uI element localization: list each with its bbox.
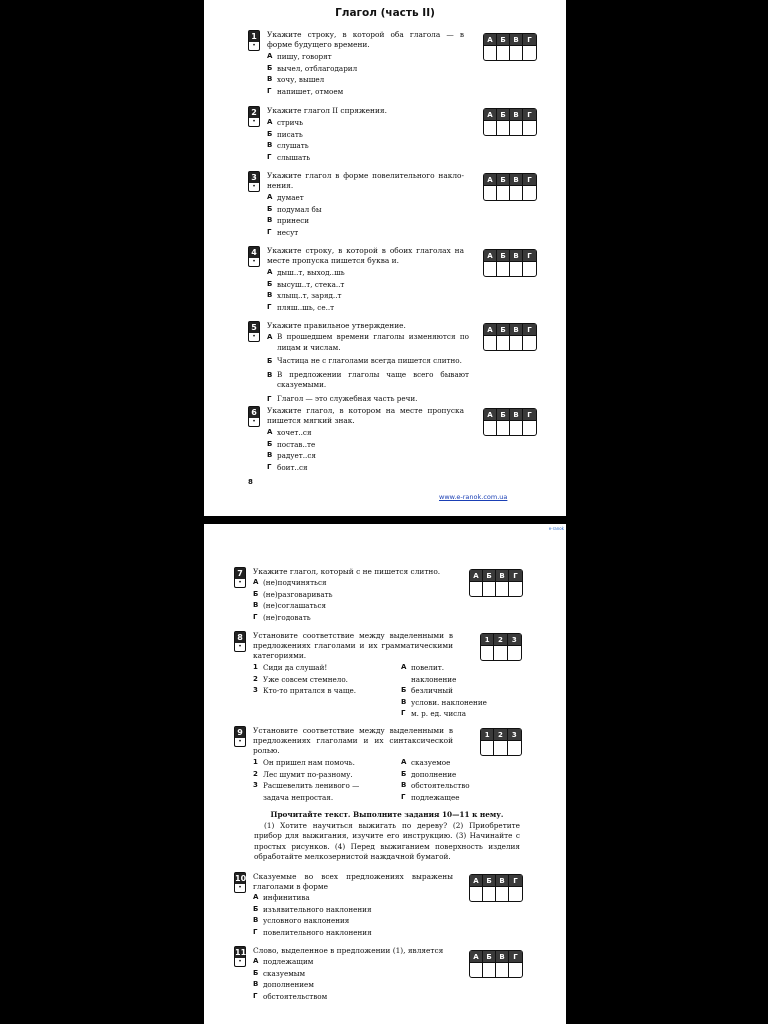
answer-grid[interactable]: А Б В Г xyxy=(483,108,537,136)
answer-cell-3[interactable] xyxy=(508,741,521,755)
difficulty-dot-icon: • xyxy=(238,958,242,965)
answer-grid[interactable]: 1 2 3 xyxy=(480,633,522,661)
question-text: Укажите глагол, который с не пишется слитно. xyxy=(253,567,441,576)
option-v: В хочу, вышел xyxy=(267,75,325,84)
answer-cell-b[interactable] xyxy=(497,121,510,135)
answer-options xyxy=(267,51,507,97)
answer-cell-a[interactable] xyxy=(484,186,497,200)
option-b: Б писать xyxy=(267,129,303,139)
option-a: А стричь xyxy=(267,118,304,127)
difficulty-dot-icon: • xyxy=(252,418,256,425)
option-v: В дополнением xyxy=(253,980,314,989)
answer-options xyxy=(267,192,507,238)
answer-cell-3[interactable] xyxy=(508,646,521,660)
answer-cell-v[interactable] xyxy=(510,121,523,135)
option-g: Г обстоятельством xyxy=(253,991,328,1001)
question-text: Укажите глагол, в котором на месте пропуска пишется мягкий знак. xyxy=(267,406,464,426)
difficulty-dot-icon: • xyxy=(252,118,256,125)
answer-cell-b[interactable] xyxy=(497,262,510,276)
task-number: 4 xyxy=(249,247,259,258)
answer-cell-v[interactable] xyxy=(496,887,509,901)
answer-cell-v[interactable] xyxy=(496,582,509,596)
answer-cell-b[interactable] xyxy=(497,46,510,60)
reading-passage xyxy=(254,810,520,863)
answer-cell-b[interactable] xyxy=(497,186,510,200)
option-b: Б Частица не с глаголами всегда пишется слитно. xyxy=(267,356,462,366)
option-b: Б вычел, отблагодарил xyxy=(267,63,358,73)
option-v: В условного наклонения xyxy=(253,916,350,925)
answer-cell-b[interactable] xyxy=(483,582,496,596)
answer-cell-v[interactable] xyxy=(510,186,523,200)
option-a: А пишу, говорят xyxy=(267,52,332,61)
option-g: Г Глагол — это служебная часть речи. xyxy=(267,393,418,403)
question-text: Укажите глагол в форме повелительного накло-нения. xyxy=(267,171,464,191)
option-v: В хлыщ..т, заряд..т xyxy=(267,291,342,300)
question-text: Укажите строку, в которой в обоих глаголах на месте пропуска пишется буква и. xyxy=(267,246,464,266)
answer-cell-b[interactable] xyxy=(483,963,496,977)
task-number: 8 xyxy=(235,632,245,643)
option-a: А хочет..ся xyxy=(267,428,312,437)
task-number: 7 xyxy=(235,568,245,579)
option-a: А подлежащим xyxy=(253,957,314,966)
answer-cell-a[interactable] xyxy=(484,121,497,135)
question-text: Слово, выделенное в предложении (1), является xyxy=(253,946,444,955)
difficulty-dot-icon: • xyxy=(238,884,242,891)
difficulty-dot-icon: • xyxy=(252,42,256,49)
question-text: Установите соответствие между выделенными в предложениях глаголами и их синтаксической ролью. xyxy=(253,726,453,756)
option-g: Г боит..ся xyxy=(267,462,308,472)
answer-grid[interactable]: 1 2 3 xyxy=(480,728,522,756)
answer-cell-a[interactable] xyxy=(484,46,497,60)
task-number: 2 xyxy=(249,107,259,118)
task-number-badge xyxy=(248,321,260,342)
difficulty-dot-icon: • xyxy=(252,258,256,265)
worksheet-page-2 xyxy=(204,524,566,1024)
answer-grid[interactable]: А Б В Г xyxy=(483,33,537,61)
answer-cell-g[interactable] xyxy=(523,336,536,350)
answer-options xyxy=(253,577,493,623)
option-v: В слушать xyxy=(267,141,309,150)
option-a: А (не)подчиняться xyxy=(253,578,327,587)
option-b: Б изъявительного наклонения xyxy=(253,904,372,914)
task-number: 10 xyxy=(235,874,247,883)
task-number-badge xyxy=(234,631,246,652)
answer-grid[interactable]: А Б В Г xyxy=(483,249,537,277)
option-b: Б сказуемым xyxy=(253,968,306,978)
difficulty-dot-icon: • xyxy=(252,333,256,340)
option-b: Б постав..те xyxy=(267,439,316,449)
page-number: 8 xyxy=(248,478,253,486)
answer-cell-g[interactable] xyxy=(523,186,536,200)
answer-cell-a[interactable] xyxy=(470,887,483,901)
answer-cell-g[interactable] xyxy=(509,963,522,977)
answer-grid[interactable]: А Б В Г xyxy=(483,408,537,436)
question-text: Укажите правильное утверждение. xyxy=(267,321,406,330)
question-text: Укажите глагол II спряжения. xyxy=(267,106,387,115)
page-title: Глагол (часть II) xyxy=(335,7,435,19)
answer-options xyxy=(267,427,507,473)
option-a: А думает xyxy=(267,193,304,202)
answer-cell-2[interactable] xyxy=(494,646,507,660)
answer-cell-b[interactable] xyxy=(497,336,510,350)
answer-options xyxy=(267,332,469,405)
task-number: 9 xyxy=(235,727,245,738)
answer-cell-g[interactable] xyxy=(523,262,536,276)
option-a: А дыш..т, выход..шь xyxy=(267,268,345,277)
answer-options xyxy=(253,892,493,938)
task-number-badge xyxy=(248,171,260,192)
answer-cell-v[interactable] xyxy=(510,421,523,435)
answer-cell-a[interactable] xyxy=(470,963,483,977)
option-g: Г повелительного наклонения xyxy=(253,927,372,937)
question-text: Установите соответствие между выделенными в предложениях глаголами и их грамматическими категориями. xyxy=(253,631,453,661)
answer-options xyxy=(267,117,507,163)
answer-grid[interactable]: А Б В Г xyxy=(469,874,523,902)
answer-cell-g[interactable] xyxy=(509,582,522,596)
answer-cell-1[interactable] xyxy=(481,741,494,755)
answer-cell-g[interactable] xyxy=(509,887,522,901)
worksheet-page-1 xyxy=(204,0,566,516)
corner-logo: e-ranok xyxy=(548,526,564,531)
option-g: Г напишет, отмоем xyxy=(267,86,344,96)
matching-columns: 1 Сиди да слушай! А повелит. 2 Уже совсем стемнело. наклонение 3 Кто-то прятался в чаще. Б безличный В услови. наклонение Г м. р. ед. числа xyxy=(253,663,487,718)
answer-cell-v[interactable] xyxy=(510,46,523,60)
option-v: В принеси xyxy=(267,216,310,225)
answer-grid[interactable]: А Б В Г xyxy=(469,950,523,978)
answer-grid[interactable]: А Б В Г xyxy=(483,323,537,351)
question-text: Укажите строку, в которой оба глагола — в форме будущего времени. xyxy=(267,30,464,50)
option-g: Г слышать xyxy=(267,152,311,162)
answer-cell-a[interactable] xyxy=(484,262,497,276)
answer-options xyxy=(267,267,507,313)
option-b: Б (не)разговаривать xyxy=(253,589,333,599)
task-number-badge xyxy=(248,30,260,51)
answer-cell-a[interactable] xyxy=(484,336,497,350)
reading-text: (1) Хотите научиться выжигать по дереву? (2) Приобретите прибор для выжигания, изучите его инструкцию. (3) Начинайте с простых рисунков. (4) Перед выжиганием поверхность изделия обработайте мелкозернистой наждачной бумагой. xyxy=(254,820,520,862)
task-number: 6 xyxy=(249,407,259,418)
option-b: Б подумал бы xyxy=(267,204,322,214)
option-g: Г несут xyxy=(267,227,299,237)
question-text: Сказуемые во всех предложениях выражены глаголами в форме xyxy=(253,872,453,892)
difficulty-dot-icon: • xyxy=(238,738,242,745)
option-v: В В предложении глаголы чаще всего бывают сказуемыми. xyxy=(267,369,469,390)
task-number: 5 xyxy=(249,322,259,333)
answer-cell-a[interactable] xyxy=(470,582,483,596)
task-number-badge xyxy=(248,246,260,267)
answer-cell-g[interactable] xyxy=(523,421,536,435)
answer-grid[interactable]: А Б В Г xyxy=(469,569,523,597)
option-g: Г (не)годовать xyxy=(253,612,311,622)
task-number-badge xyxy=(234,872,246,893)
site-link[interactable]: www.e-ranok.com.ua xyxy=(439,493,508,501)
task-number: 11 xyxy=(235,948,247,957)
answer-cell-g[interactable] xyxy=(523,121,536,135)
answer-grid[interactable]: А Б В Г xyxy=(483,173,537,201)
option-a: А инфинитива xyxy=(253,893,310,902)
answer-cell-2[interactable] xyxy=(494,741,507,755)
option-g: Г пляш..шь, се..т xyxy=(267,302,335,312)
option-a: А В прошедшем времени глаголы изменяются по лицам и числам. xyxy=(267,332,469,352)
answer-cell-v[interactable] xyxy=(510,336,523,350)
answer-cell-b[interactable] xyxy=(497,421,510,435)
task-number-badge xyxy=(234,726,246,747)
task-number-badge xyxy=(248,406,260,427)
option-v: В (не)соглашаться xyxy=(253,601,327,610)
answer-cell-v[interactable] xyxy=(496,963,509,977)
answer-cell-b[interactable] xyxy=(483,887,496,901)
answer-cell-g[interactable] xyxy=(523,46,536,60)
difficulty-dot-icon: • xyxy=(238,643,242,650)
answer-cell-1[interactable] xyxy=(481,646,494,660)
option-v: В радует..ся xyxy=(267,451,316,460)
task-number-badge xyxy=(234,567,246,588)
reading-heading: Прочитайте текст. Выполните задания 10—11 к нему. xyxy=(270,810,504,819)
matching-columns: 1 Он пришел нам помочь. А сказуемое 2 Лес шумит по-разному. Б дополнение 3 Расшевелить ленивого — В обстоятельство задача непростая. Г подлежащее xyxy=(253,758,470,802)
task-number: 3 xyxy=(249,172,259,183)
task-number-badge xyxy=(248,106,260,127)
difficulty-dot-icon: • xyxy=(252,183,256,190)
difficulty-dot-icon: • xyxy=(238,579,242,586)
answer-options xyxy=(253,956,493,1002)
answer-cell-v[interactable] xyxy=(510,262,523,276)
answer-cell-a[interactable] xyxy=(484,421,497,435)
task-number: 1 xyxy=(249,31,259,42)
option-b: Б высуш..т, стека..т xyxy=(267,279,345,289)
task-number-badge xyxy=(234,946,246,967)
